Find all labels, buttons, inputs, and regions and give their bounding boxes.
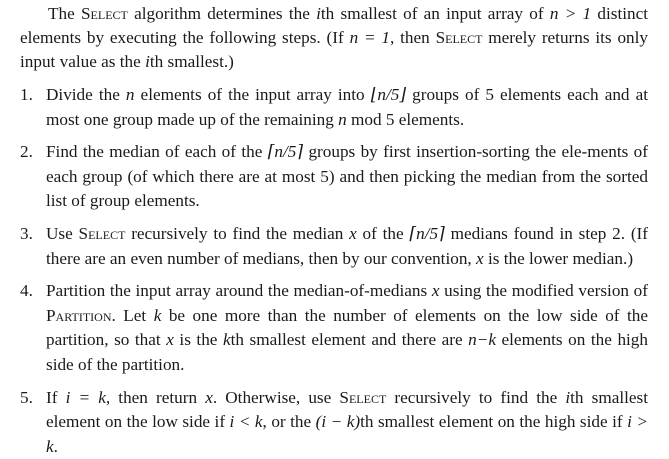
step-text: Partition the input array around the median-of-medians: [46, 281, 432, 301]
step-text: groups by first insertion-sorting the ele-ments of each group (of which there are at most 5) and then picking the median from the sorted list of group elements.: [46, 142, 648, 211]
select-keyword: Select: [80, 4, 128, 23]
step-text: , or the: [262, 412, 316, 432]
math-i: i: [316, 4, 321, 23]
step-text: elements of the input array into: [134, 85, 371, 104]
step-number: 5.: [20, 387, 33, 407]
step-3: [20, 222, 648, 271]
step-text: th smallest element on the high side if: [360, 412, 628, 432]
step-5: [20, 386, 648, 459]
step-text: th smallest element and there are: [230, 330, 469, 350]
step-text: elements on the high side of the partition.: [46, 330, 648, 374]
step-text: , then return: [105, 387, 206, 407]
math-x: x: [476, 248, 484, 268]
math-i: i: [565, 387, 571, 407]
step-text: recursively to find the: [386, 387, 566, 407]
step-text: groups of 5 elements each and at most one group made up of the remaining: [46, 85, 648, 129]
partition-keyword: Partition: [46, 305, 112, 325]
select-keyword: Select: [339, 387, 387, 407]
intro-text-4: distinct elements by executing the following steps. (If: [20, 4, 649, 47]
step-text: using the modified version of: [439, 281, 648, 301]
select-keyword: Select: [435, 28, 483, 47]
intro-text-2: algorithm determines the: [127, 4, 317, 23]
math-k: k: [153, 305, 162, 325]
steps-list: [20, 83, 648, 459]
step-number: 2.: [20, 142, 33, 162]
step-text: Use: [46, 223, 79, 243]
document-page: [20, 2, 648, 459]
step-text: If: [46, 387, 66, 407]
step-text: Find the median of each of the: [46, 142, 268, 162]
math-x: x: [166, 330, 174, 350]
step-4: [20, 279, 648, 377]
step-text: is the lower median.): [483, 248, 634, 268]
intro-text-6: merely returns its only input value as the: [20, 28, 649, 71]
intro-text-7: th smallest.): [149, 52, 234, 71]
intro-text-5: , then: [390, 28, 436, 47]
intro-paragraph: [20, 2, 648, 74]
step-text: . Let: [111, 305, 154, 325]
math-n: n: [338, 109, 347, 129]
step-text: th smallest element on the low side if: [46, 387, 648, 432]
math-n: n: [125, 85, 135, 104]
step-text: Divide the: [46, 85, 126, 104]
math-n-equals-1: n = 1: [349, 28, 391, 47]
step-text: of the: [356, 223, 410, 243]
math-i-equals-k: i = k: [65, 387, 106, 407]
math-x: x: [431, 281, 440, 301]
step-text: recursively to find the median: [125, 223, 350, 243]
step-text: .: [53, 436, 58, 456]
intro-text-3: th smallest of an input array of: [320, 4, 550, 23]
math-floor-n-5: ⌊n/5⌋: [370, 85, 407, 104]
step-number: 4.: [20, 281, 33, 301]
math-i-minus-k: (i − k): [315, 412, 361, 432]
math-x: x: [205, 387, 213, 407]
step-text: . Otherwise, use: [212, 387, 340, 407]
math-i-greater-k: i > k: [46, 412, 648, 456]
math-n-minus-k: n−k: [468, 330, 496, 350]
step-text: be one more than the number of elements on the low side of the partition, so that: [46, 305, 648, 350]
step-1: [20, 83, 648, 132]
math-ceil-n-5: ⌈n/5⌉: [409, 223, 445, 243]
step-number: 3.: [20, 223, 33, 243]
math-i: i: [145, 52, 150, 71]
math-x: x: [349, 223, 357, 243]
step-text: medians found in step 2. (If there are an even number of medians, then by our convention,: [46, 223, 648, 268]
intro-text-1: The: [48, 4, 81, 23]
step-text: is the: [173, 330, 223, 350]
math-n-greater-1: n > 1: [549, 4, 592, 23]
step-2: [20, 140, 648, 214]
math-k: k: [222, 330, 231, 350]
step-number: 1.: [20, 85, 33, 104]
math-ceil-n-5: ⌈n/5⌉: [267, 142, 304, 162]
math-i-less-k: i < k: [229, 412, 263, 432]
step-text: mod 5 elements.: [346, 109, 465, 129]
select-keyword: Select: [78, 223, 126, 243]
